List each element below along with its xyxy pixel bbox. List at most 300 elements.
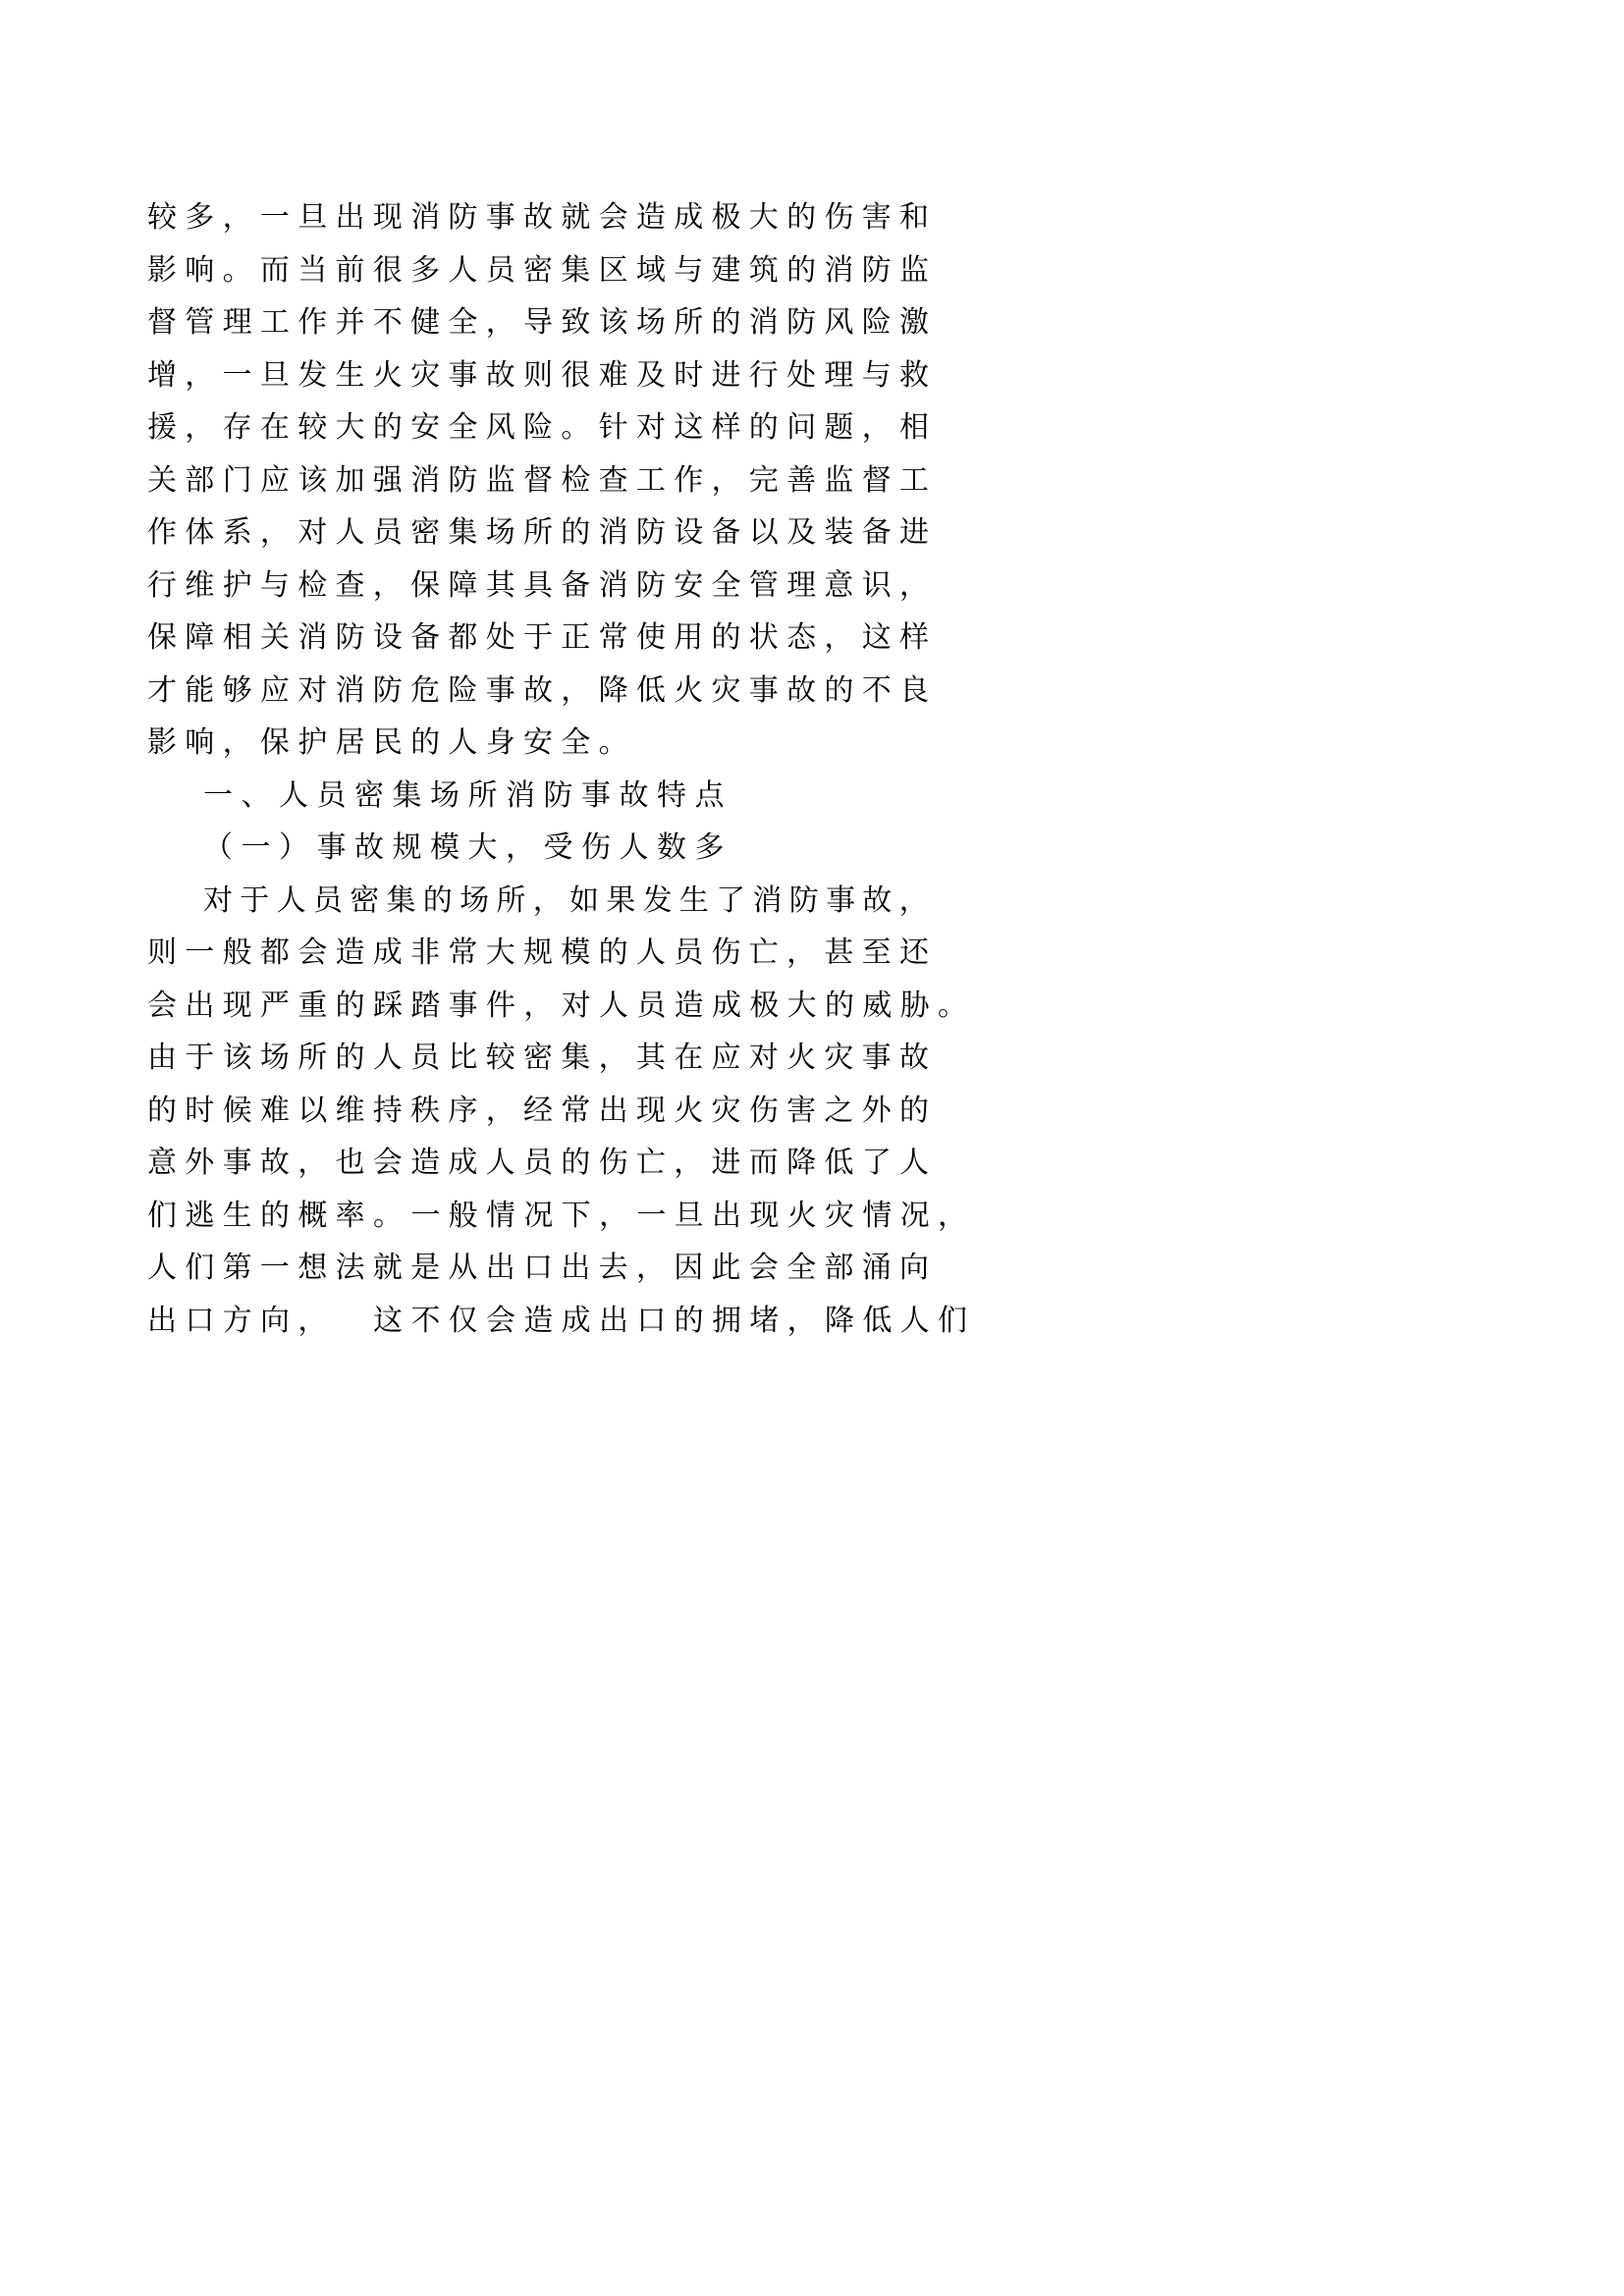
glyph: 故 <box>899 1041 929 1075</box>
glyph: 情 <box>486 1198 515 1233</box>
glyph: 率 <box>335 1198 365 1233</box>
glyph: 故 <box>786 672 817 708</box>
glyph: 涌 <box>861 1251 892 1285</box>
glyph: 人 <box>448 725 478 760</box>
glyph: 踏 <box>410 988 441 1023</box>
glyph: 会 <box>486 1303 515 1338</box>
glyph: 全 <box>786 1251 817 1285</box>
glyph: 消 <box>506 777 535 813</box>
glyph: 从 <box>448 1251 478 1285</box>
glyph: 工 <box>259 305 290 340</box>
glyph: 员 <box>312 882 343 918</box>
glyph: 的 <box>825 988 854 1023</box>
glyph: 居 <box>335 725 365 760</box>
glyph: 出 <box>485 1251 515 1285</box>
glyph: 维 <box>335 1093 365 1128</box>
glyph: 作 <box>674 462 704 498</box>
glyph: 身 <box>485 725 515 760</box>
glyph: 的 <box>598 935 628 970</box>
glyph: ， <box>786 935 817 970</box>
glyph: 的 <box>748 410 779 445</box>
glyph: 援 <box>147 410 177 445</box>
glyph: 甚 <box>824 935 854 970</box>
glyph: 候 <box>222 1093 252 1128</box>
glyph: 防 <box>335 620 365 655</box>
paragraph-line <box>0 459 1624 503</box>
paragraph-line <box>0 249 1624 293</box>
glyph: 的 <box>899 1093 929 1128</box>
glyph: 应 <box>259 462 290 498</box>
glyph: 消 <box>824 252 854 288</box>
glyph: 事 <box>448 357 478 393</box>
glyph: 域 <box>635 252 666 288</box>
glyph: 护 <box>222 567 252 603</box>
glyph: 保 <box>147 620 177 655</box>
glyph: 则 <box>147 935 177 970</box>
glyph: 风 <box>824 305 854 340</box>
glyph: 场 <box>460 882 490 918</box>
glyph: 时 <box>185 1093 215 1128</box>
glyph: 响 <box>185 725 215 760</box>
glyph: 监 <box>899 252 929 288</box>
glyph: 状 <box>748 620 779 655</box>
glyph: 胁 <box>899 988 930 1023</box>
glyph: 常 <box>448 935 478 970</box>
glyph: 集 <box>392 777 422 813</box>
glyph: 还 <box>899 935 929 970</box>
glyph: 集 <box>448 515 478 550</box>
glyph: 受 <box>543 830 573 865</box>
glyph: 消 <box>298 620 328 655</box>
glyph: 件 <box>486 988 515 1023</box>
glyph: 监 <box>824 462 854 498</box>
glyph: 员 <box>523 1146 553 1180</box>
glyph: 低 <box>635 672 666 708</box>
glyph: 场 <box>259 1041 290 1075</box>
glyph: 管 <box>185 305 215 340</box>
glyph: 灾 <box>824 1041 854 1075</box>
glyph: 仅 <box>448 1303 478 1338</box>
glyph: 伤 <box>598 1146 628 1180</box>
glyph: 响 <box>185 252 215 288</box>
glyph: 造 <box>335 935 365 970</box>
glyph: ， <box>222 200 252 235</box>
glyph: 的 <box>335 1041 365 1075</box>
glyph: 保 <box>410 567 441 603</box>
glyph: 场 <box>430 777 460 813</box>
glyph: 一 <box>259 200 290 235</box>
glyph: 事 <box>485 200 515 235</box>
glyph: 行 <box>748 357 779 393</box>
glyph: 故 <box>523 200 553 235</box>
glyph: 况 <box>899 1198 930 1233</box>
glyph: 旦 <box>259 357 290 393</box>
glyph: 故 <box>862 882 893 918</box>
glyph: 监 <box>485 462 515 498</box>
glyph: 火 <box>786 1198 817 1233</box>
glyph: 所 <box>523 515 553 550</box>
paragraph-line <box>0 511 1624 555</box>
glyph: 处 <box>786 357 817 393</box>
glyph: 常 <box>561 1093 591 1128</box>
glyph: ， <box>711 462 741 498</box>
glyph: 的 <box>561 515 591 550</box>
glyph: 踩 <box>373 988 403 1023</box>
glyph: 防 <box>861 252 892 288</box>
glyph: ， <box>598 1041 628 1075</box>
glyph: 难 <box>259 1093 290 1128</box>
glyph: 备 <box>711 515 741 550</box>
glyph: 相 <box>899 410 929 445</box>
glyph: 人 <box>335 515 365 550</box>
glyph: ， <box>298 1146 328 1180</box>
glyph: 以 <box>748 515 779 550</box>
glyph: 安 <box>523 725 553 760</box>
glyph: 与 <box>674 252 704 288</box>
glyph: 导 <box>523 305 553 340</box>
glyph: 很 <box>561 357 591 393</box>
glyph: ， <box>938 1198 967 1233</box>
glyph: 口 <box>523 1251 553 1285</box>
glyph: 就 <box>372 1251 403 1285</box>
glyph: 火 <box>372 357 403 393</box>
glyph: 则 <box>523 357 553 393</box>
glyph: 都 <box>259 935 290 970</box>
glyph: 全 <box>561 725 591 760</box>
glyph: 区 <box>598 252 628 288</box>
glyph: 险 <box>523 410 553 445</box>
glyph: 加 <box>335 462 365 498</box>
glyph: 一 <box>259 1251 290 1285</box>
glyph: 和 <box>899 200 929 235</box>
glyph: 处 <box>485 620 515 655</box>
glyph: 作 <box>298 305 328 340</box>
glyph: 降 <box>598 672 628 708</box>
glyph: 应 <box>259 672 290 708</box>
glyph: 督 <box>861 462 892 498</box>
glyph: 应 <box>711 1041 741 1075</box>
glyph: 低 <box>862 1303 893 1338</box>
glyph: 伤 <box>748 1093 779 1128</box>
glyph: ， <box>259 515 290 550</box>
glyph: 于 <box>523 620 553 655</box>
glyph: 作 <box>147 515 177 550</box>
glyph: 消 <box>752 882 783 918</box>
glyph: 至 <box>861 935 892 970</box>
glyph: 存 <box>222 410 252 445</box>
glyph: 人 <box>635 935 666 970</box>
glyph: 人 <box>899 1146 929 1180</box>
glyph: 防 <box>635 515 666 550</box>
section-heading <box>0 774 1624 818</box>
glyph: 集 <box>561 252 591 288</box>
glyph: 出 <box>185 988 215 1023</box>
glyph: 密 <box>350 882 380 918</box>
glyph: 在 <box>259 410 290 445</box>
glyph: 很 <box>372 252 403 288</box>
glyph: 查 <box>335 567 365 603</box>
glyph: 对 <box>635 410 666 445</box>
glyph: 成 <box>561 1303 591 1338</box>
glyph: ， <box>635 1251 666 1285</box>
glyph: 具 <box>523 567 553 603</box>
paragraph-line <box>0 985 1624 1028</box>
glyph: 完 <box>748 462 779 498</box>
glyph: ， <box>222 725 252 760</box>
glyph: 现 <box>372 200 403 235</box>
glyph: 现 <box>222 988 252 1023</box>
glyph: 非 <box>410 935 441 970</box>
glyph: 出 <box>561 1251 591 1285</box>
glyph: 会 <box>372 1146 403 1180</box>
glyph: 威 <box>862 988 893 1023</box>
glyph: 安 <box>674 567 704 603</box>
glyph: 全 <box>448 410 478 445</box>
glyph: 大 <box>786 988 817 1023</box>
glyph: 。 <box>938 988 967 1023</box>
glyph: 问 <box>786 410 817 445</box>
glyph: 当 <box>298 252 328 288</box>
glyph: 火 <box>786 1041 817 1075</box>
glyph: 密 <box>523 1041 553 1075</box>
glyph: 口 <box>185 1303 215 1338</box>
glyph: 相 <box>222 620 252 655</box>
glyph: 密 <box>523 252 553 288</box>
paragraph-line <box>0 616 1624 660</box>
glyph: 事 <box>581 777 611 813</box>
glyph: 防 <box>448 200 478 235</box>
glyph: 伤 <box>824 200 854 235</box>
glyph: 关 <box>147 462 177 498</box>
glyph: 消 <box>598 567 628 603</box>
glyph: 。 <box>373 1198 403 1233</box>
glyph: 消 <box>410 462 441 498</box>
glyph: 善 <box>786 462 817 498</box>
glyph: 现 <box>749 1198 780 1233</box>
glyph: 第 <box>222 1251 252 1285</box>
glyph: 人 <box>485 1146 515 1180</box>
glyph: 设 <box>674 515 704 550</box>
glyph: 发 <box>298 357 328 393</box>
glyph: 用 <box>674 620 704 655</box>
glyph: 点 <box>694 777 725 813</box>
glyph: 于 <box>240 882 270 918</box>
glyph: ， <box>898 882 929 918</box>
glyph: 害 <box>786 1093 817 1128</box>
glyph: 序 <box>448 1093 478 1128</box>
glyph: 火 <box>674 672 704 708</box>
glyph: 人 <box>619 830 649 865</box>
glyph: 灾 <box>825 1198 854 1233</box>
glyph: 故 <box>354 830 384 865</box>
glyph: 造 <box>410 1146 441 1180</box>
glyph: 想 <box>298 1251 328 1285</box>
glyph: 防 <box>372 672 403 708</box>
glyph: ， <box>298 1303 328 1338</box>
glyph: 装 <box>824 515 854 550</box>
glyph: 及 <box>786 515 817 550</box>
glyph: ， <box>786 1303 817 1338</box>
glyph: 员 <box>636 988 667 1023</box>
glyph: 在 <box>674 1041 704 1075</box>
glyph: 险 <box>448 672 478 708</box>
glyph: 灾 <box>711 672 741 708</box>
glyph: 这 <box>861 620 892 655</box>
glyph: 样 <box>711 410 741 445</box>
glyph: 督 <box>523 462 553 498</box>
glyph: 情 <box>862 1198 893 1233</box>
glyph: 数 <box>657 830 686 865</box>
glyph: 够 <box>222 672 252 708</box>
glyph: 影 <box>147 725 177 760</box>
glyph: 的 <box>410 725 441 760</box>
glyph: 较 <box>298 410 328 445</box>
paragraph-line <box>0 354 1624 398</box>
glyph: 其 <box>485 567 515 603</box>
glyph: 的 <box>711 620 741 655</box>
paragraph-line <box>0 721 1624 765</box>
glyph: 重 <box>298 988 328 1023</box>
paragraph-line <box>0 1195 1624 1238</box>
glyph: 去 <box>598 1251 628 1285</box>
glyph: 该 <box>298 462 328 498</box>
glyph: 民 <box>372 725 403 760</box>
glyph: 一 <box>636 1198 667 1233</box>
glyph: 对 <box>561 988 591 1023</box>
glyph: 生 <box>222 1198 252 1233</box>
glyph: 模 <box>430 830 460 865</box>
glyph: 救 <box>899 357 929 393</box>
glyph: 建 <box>711 252 741 288</box>
glyph: ， <box>185 410 215 445</box>
glyph: 场 <box>635 305 666 340</box>
glyph: ， <box>185 357 215 393</box>
glyph: 集 <box>561 1041 591 1075</box>
glyph: 危 <box>410 672 441 708</box>
glyph: 激 <box>899 305 929 340</box>
glyph: 拥 <box>712 1303 741 1338</box>
glyph: ， <box>599 1198 628 1233</box>
glyph: 密 <box>410 515 441 550</box>
glyph: 防 <box>448 462 478 498</box>
paragraph-line <box>0 1142 1624 1185</box>
glyph: 所 <box>298 1041 328 1075</box>
glyph: 了 <box>716 882 746 918</box>
glyph: 们 <box>938 1303 967 1338</box>
glyph: 是 <box>410 1251 441 1285</box>
glyph: 强 <box>372 462 403 498</box>
glyph: 亡 <box>635 1146 666 1180</box>
glyph: 使 <box>635 620 666 655</box>
paragraph-line <box>0 564 1624 608</box>
glyph: 的 <box>674 1303 704 1338</box>
glyph: 防 <box>543 777 573 813</box>
glyph: ， <box>824 620 854 655</box>
glyph: 的 <box>372 410 403 445</box>
glyph: 意 <box>824 567 854 603</box>
glyph: 事 <box>448 988 478 1023</box>
glyph: 能 <box>185 672 215 708</box>
glyph: 规 <box>392 830 422 865</box>
glyph: ， <box>899 567 929 603</box>
glyph: 消 <box>598 515 628 550</box>
glyph: 的 <box>786 200 817 235</box>
glyph: 故 <box>523 672 553 708</box>
glyph: 进 <box>711 357 741 393</box>
glyph: 影 <box>147 252 177 288</box>
glyph: 系 <box>222 515 252 550</box>
glyph <box>333 1300 368 1343</box>
glyph: 而 <box>748 1146 779 1180</box>
glyph: ） <box>279 830 308 865</box>
glyph: 一 <box>222 357 252 393</box>
glyph: 场 <box>485 515 515 550</box>
glyph: 防 <box>788 882 819 918</box>
glyph: 险 <box>861 305 892 340</box>
paragraph-line <box>0 301 1624 345</box>
glyph: 并 <box>335 305 365 340</box>
glyph: 于 <box>185 1041 215 1075</box>
glyph: 们 <box>147 1198 177 1233</box>
glyph: 维 <box>185 567 215 603</box>
glyph: 的 <box>260 1198 290 1233</box>
glyph: 对 <box>203 882 233 918</box>
glyph: 才 <box>147 672 177 708</box>
glyph: 工 <box>899 462 929 498</box>
glyph: 都 <box>448 620 478 655</box>
glyph: ， <box>532 882 563 918</box>
glyph: 出 <box>598 1093 628 1128</box>
subsection-heading <box>0 827 1624 870</box>
glyph: 筑 <box>748 252 779 288</box>
glyph: 堵 <box>749 1303 780 1338</box>
paragraph-line <box>0 1090 1624 1133</box>
glyph: 员 <box>372 515 403 550</box>
glyph: 其 <box>635 1041 666 1075</box>
glyph: 出 <box>335 200 365 235</box>
glyph: 事 <box>485 672 515 708</box>
glyph: 大 <box>467 830 498 865</box>
glyph: 亡 <box>748 935 779 970</box>
glyph: 该 <box>222 1041 252 1075</box>
glyph: 降 <box>825 1303 854 1338</box>
glyph: 向 <box>260 1303 290 1338</box>
glyph: 门 <box>222 462 252 498</box>
glyph: 规 <box>523 935 553 970</box>
glyph: 备 <box>410 620 441 655</box>
glyph: 火 <box>674 1093 704 1128</box>
glyph: 查 <box>598 462 628 498</box>
glyph: 较 <box>485 1041 515 1075</box>
glyph: 难 <box>598 357 628 393</box>
glyph: 般 <box>448 1198 478 1233</box>
glyph: 出 <box>147 1303 177 1338</box>
glyph: 旦 <box>674 1198 704 1233</box>
glyph: 会 <box>598 200 628 235</box>
glyph: 员 <box>316 777 347 813</box>
glyph: 密 <box>354 777 384 813</box>
glyph: 理 <box>824 357 854 393</box>
glyph: 出 <box>599 1303 628 1338</box>
glyph: 所 <box>496 882 526 918</box>
glyph: 全 <box>711 567 741 603</box>
glyph: 样 <box>899 620 929 655</box>
glyph: 理 <box>222 305 252 340</box>
glyph: 大 <box>335 410 365 445</box>
glyph: 大 <box>485 935 515 970</box>
glyph: 。 <box>561 410 591 445</box>
glyph: 态 <box>786 620 817 655</box>
